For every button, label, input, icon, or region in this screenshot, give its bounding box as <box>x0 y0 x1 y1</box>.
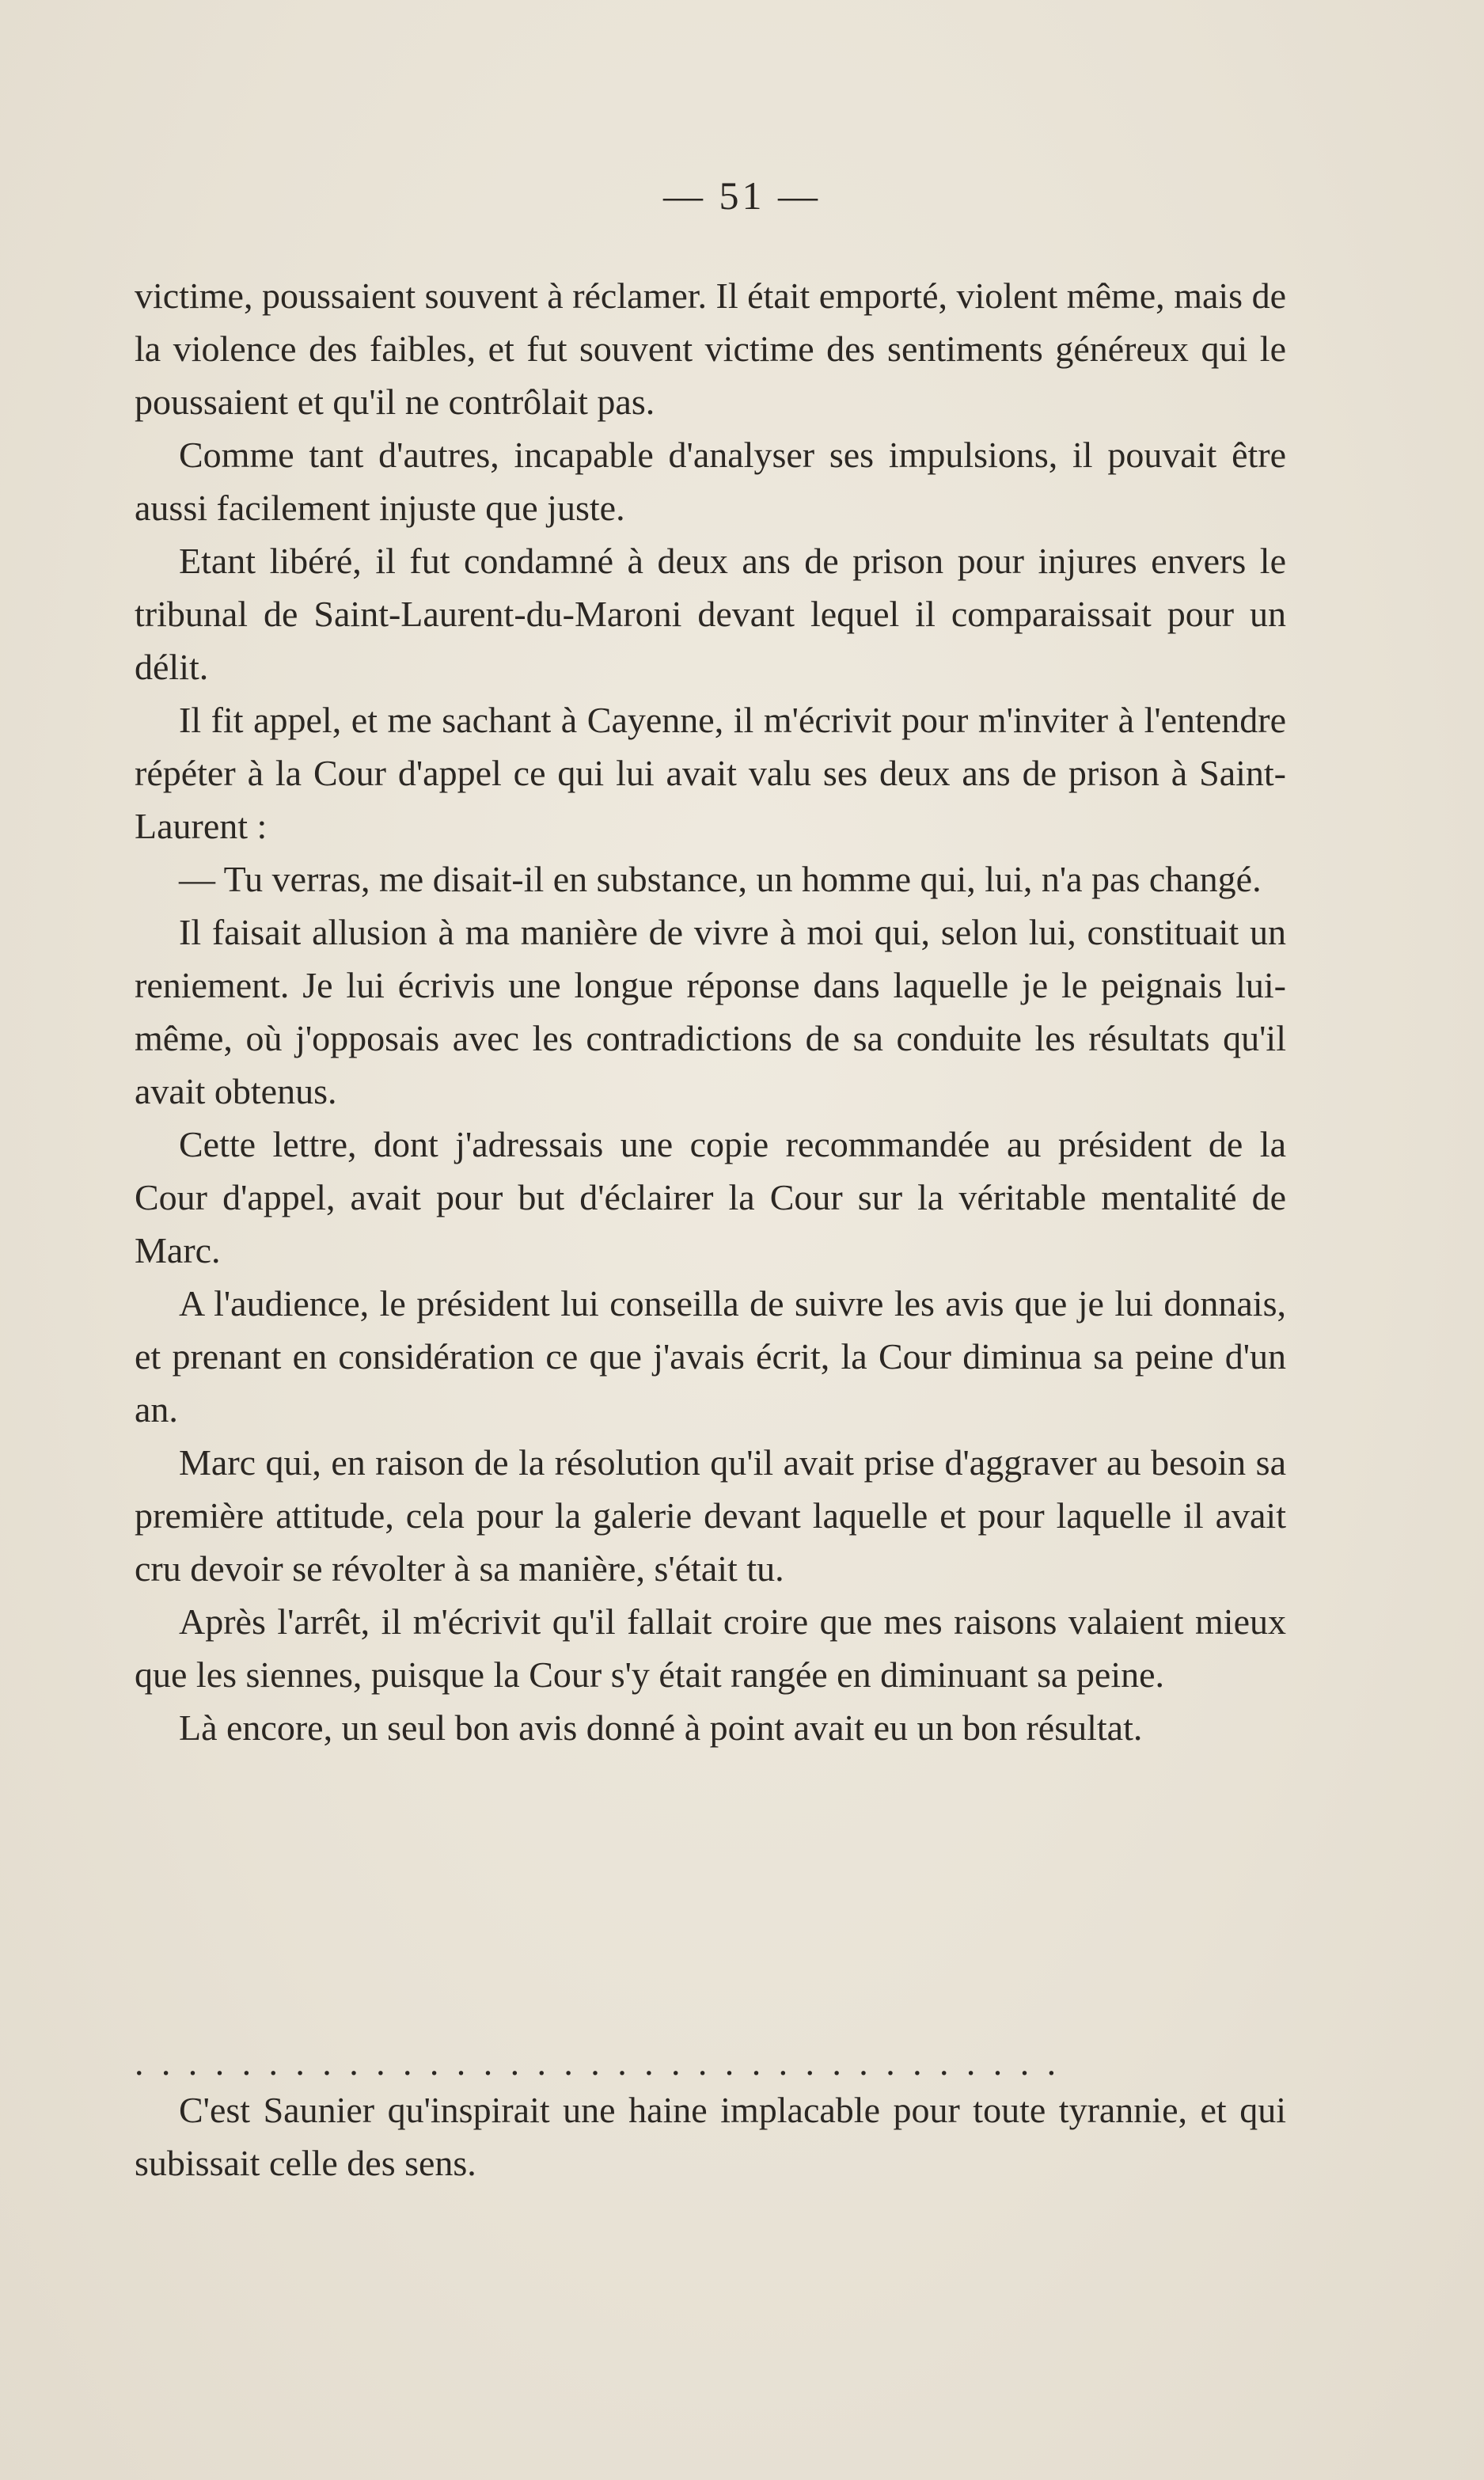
closing-text <box>135 2083 1286 2189</box>
paragraph: Après l'arrêt, il m'écrivit qu'il fallait croire que mes raisons valaient mieux que les siennes, puisque la Cour s'y était rangée en diminuant sa peine. <box>135 1601 1286 1695</box>
paragraph: Etant libéré, il fut condamné à deux ans de prison pour injures envers le tribunal de Saint-Laurent-du-Maroni devant lequel il comparaissait pour un délit. <box>135 541 1286 687</box>
page-number: — 51 — <box>663 173 821 218</box>
paragraph: Comme tant d'autres, incapable d'analyser ses impulsions, il pouvait être aussi facilement injuste que juste. <box>135 435 1286 528</box>
paragraph: Marc qui, en raison de la résolution qu'il avait prise d'aggraver au besoin sa première attitude, cela pour la galerie devant laquelle et pour laquelle il avait cru devoir se révolter à sa manière, s'était tu. <box>135 1442 1286 1589</box>
body-text <box>135 269 1286 1754</box>
paragraph: A l'audience, le président lui conseilla de suivre les avis que je lui donnais, et prenant en considération ce que j'avais écrit, la Cour diminua sa peine d'un an. <box>135 1283 1286 1430</box>
paragraph: Cette lettre, dont j'adressais une copie recommandée au président de la Cour d'appel, avait pour but d'éclairer la Cour sur la véritable mentalité de Marc. <box>135 1124 1286 1270</box>
paragraph: Il faisait allusion à ma manière de vivre à moi qui, selon lui, constituait un reniement. Je lui écrivis une longue réponse dans laquelle je le peignais lui-même, où j'opposais avec les contradictions de sa conduite les résultats qu'il avait obtenus. <box>135 912 1286 1111</box>
paragraph: victime, poussaient souvent à réclamer. Il était emporté, violent même, mais de la violence des faibles, et fut souvent victime des sentiments généreux qui le poussaient et qu'il ne contrôlait pas. <box>135 275 1286 422</box>
paragraph: C'est Saunier qu'inspirait une haine implacable pour toute tyrannie, et qui subissait celle des sens. <box>135 2090 1286 2183</box>
section-separator: ................................... <box>135 2047 1074 2079</box>
paragraph: Il fit appel, et me sachant à Cayenne, il m'écrivit pour m'inviter à l'entendre répéter à la Cour d'appel ce qui lui avait valu ses deux ans de prison à Saint-Laurent : <box>135 700 1286 846</box>
paragraph: Là encore, un seul bon avis donné à point avait eu un bon résultat. <box>179 1707 1143 1748</box>
paragraph: — Tu verras, me disait-il en substance, un homme qui, lui, n'a pas changé. <box>179 859 1262 899</box>
